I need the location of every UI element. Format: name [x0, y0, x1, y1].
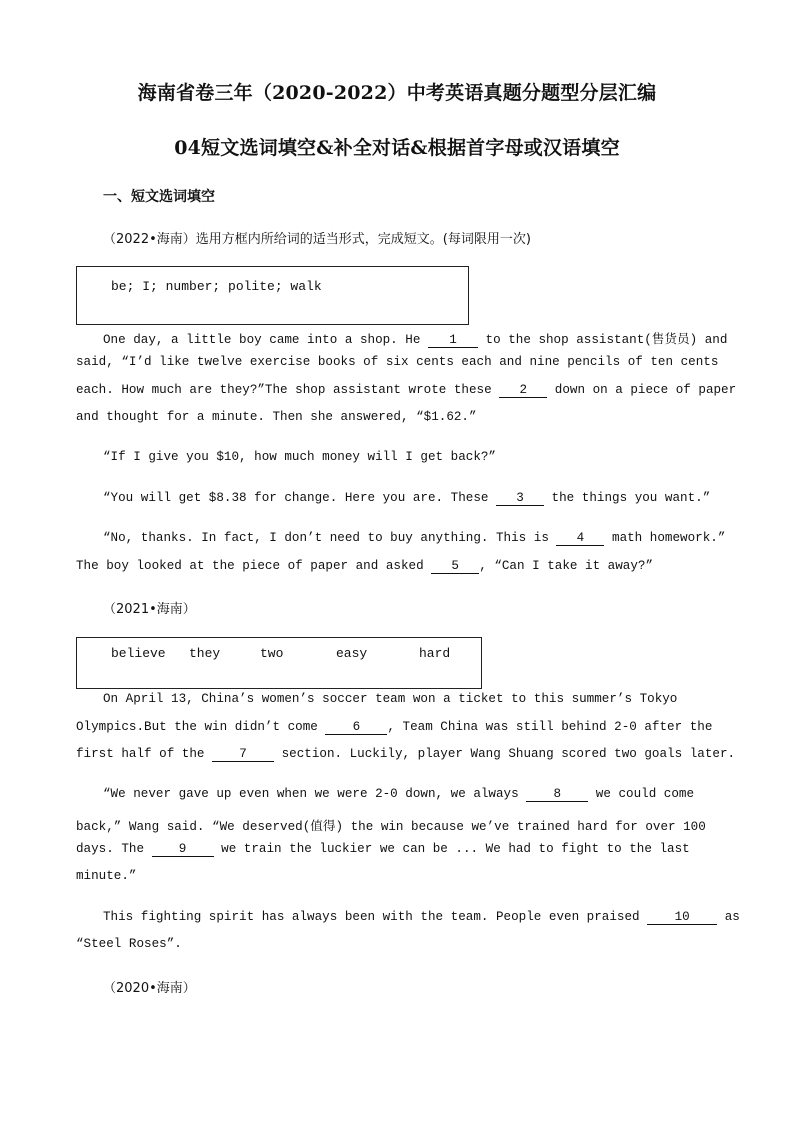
- word-option: they: [189, 646, 221, 661]
- blank-3[interactable]: 3: [496, 492, 544, 506]
- passage-line: [76, 747, 735, 762]
- source-2020: （2020•海南）: [103, 981, 196, 996]
- passage-line: and thought for a minute. Then she answered, “$1.62.”: [76, 410, 477, 424]
- passage-line: minute.”: [76, 869, 137, 883]
- text: The boy looked at the piece of paper and asked: [76, 559, 432, 573]
- text: One day, a little boy came into a shop. He: [103, 333, 428, 347]
- blank-7[interactable]: 7: [212, 748, 274, 762]
- blank-6[interactable]: 6: [325, 721, 387, 735]
- section-heading: 一、短文选词填空: [103, 189, 215, 205]
- passage-line: “Steel Roses”.: [76, 937, 182, 951]
- text: This fighting spirit has always been with the team. People even praised: [103, 910, 648, 924]
- text: we train the luckier we can be ... We had to fight to the last: [213, 842, 690, 856]
- passage-line: On April 13, China’s women’s soccer team won a ticket to this summer’s Tokyo: [103, 692, 678, 706]
- text: we could come: [588, 787, 695, 801]
- passage-line: said, “I’d like twelve exercise books of six cents each and nine pencils of ten cents: [76, 355, 719, 369]
- word-option: hard: [419, 646, 451, 661]
- text: the things you want.”: [544, 491, 711, 505]
- passage-line: [103, 491, 710, 506]
- passage-line: [103, 328, 727, 348]
- text: each. How much are they?”The shop assistant wrote these: [76, 383, 500, 397]
- source-2022: （2022•海南）选用方框内所给词的适当形式，完成短文。(每词限用一次): [103, 232, 531, 247]
- passage-line: [76, 559, 653, 574]
- blank-9[interactable]: 9: [152, 843, 214, 857]
- word-option: two: [260, 646, 284, 661]
- document-title: 海南省卷三年（2020-2022）中考英语真题分题型分层汇编: [137, 82, 657, 104]
- text: “You will get $8.38 for change. Here you are. These: [103, 491, 496, 505]
- passage-line: [103, 787, 694, 802]
- text: “We never gave up even when we were 2-0 down, we always: [103, 787, 527, 801]
- word-list-2022: be; I; number; polite; walk: [111, 279, 322, 294]
- blank-2[interactable]: 2: [499, 384, 547, 398]
- passage-line: back,” Wang said. “We deserved(值得) the win because we’ve trained hard for over 100: [76, 820, 706, 834]
- text: Olympics.But the win didn’t come: [76, 720, 326, 734]
- passage-line: “If I give you $10, how much money will I get back?”: [103, 450, 496, 464]
- text: , “Can I take it away?”: [479, 559, 654, 573]
- blank-8[interactable]: 8: [526, 788, 588, 802]
- word-option: easy: [336, 646, 368, 661]
- passage-line: [76, 383, 736, 398]
- blank-1[interactable]: 1: [428, 334, 478, 348]
- word-box-2022: [76, 266, 469, 325]
- blank-4[interactable]: 4: [556, 532, 604, 546]
- source-2021: （2021•海南）: [103, 602, 196, 617]
- text: to the shop assistant(售货员) and: [477, 333, 728, 347]
- passage-line: [76, 720, 712, 735]
- word-option: believe: [111, 646, 166, 661]
- text: as: [717, 910, 740, 924]
- text: down on a piece of paper: [547, 383, 737, 397]
- blank-10[interactable]: 10: [647, 911, 717, 925]
- word-box-2021: [76, 637, 482, 689]
- passage-line: [76, 842, 690, 857]
- blank-5[interactable]: 5: [431, 560, 479, 574]
- text: , Team China was still behind 2-0 after the: [387, 720, 713, 734]
- text: days. The: [76, 842, 152, 856]
- passage-line: [103, 531, 725, 546]
- text: math homework.”: [604, 531, 726, 545]
- text: section. Luckily, player Wang Shuang scored two goals later.: [274, 747, 736, 761]
- text: “No, thanks. In fact, I don’t need to buy anything. This is: [103, 531, 557, 545]
- text: first half of the: [76, 747, 213, 761]
- passage-line: [103, 910, 740, 925]
- document-subtitle: 04短文选词填空&补全对话&根据首字母或汉语填空: [174, 137, 620, 159]
